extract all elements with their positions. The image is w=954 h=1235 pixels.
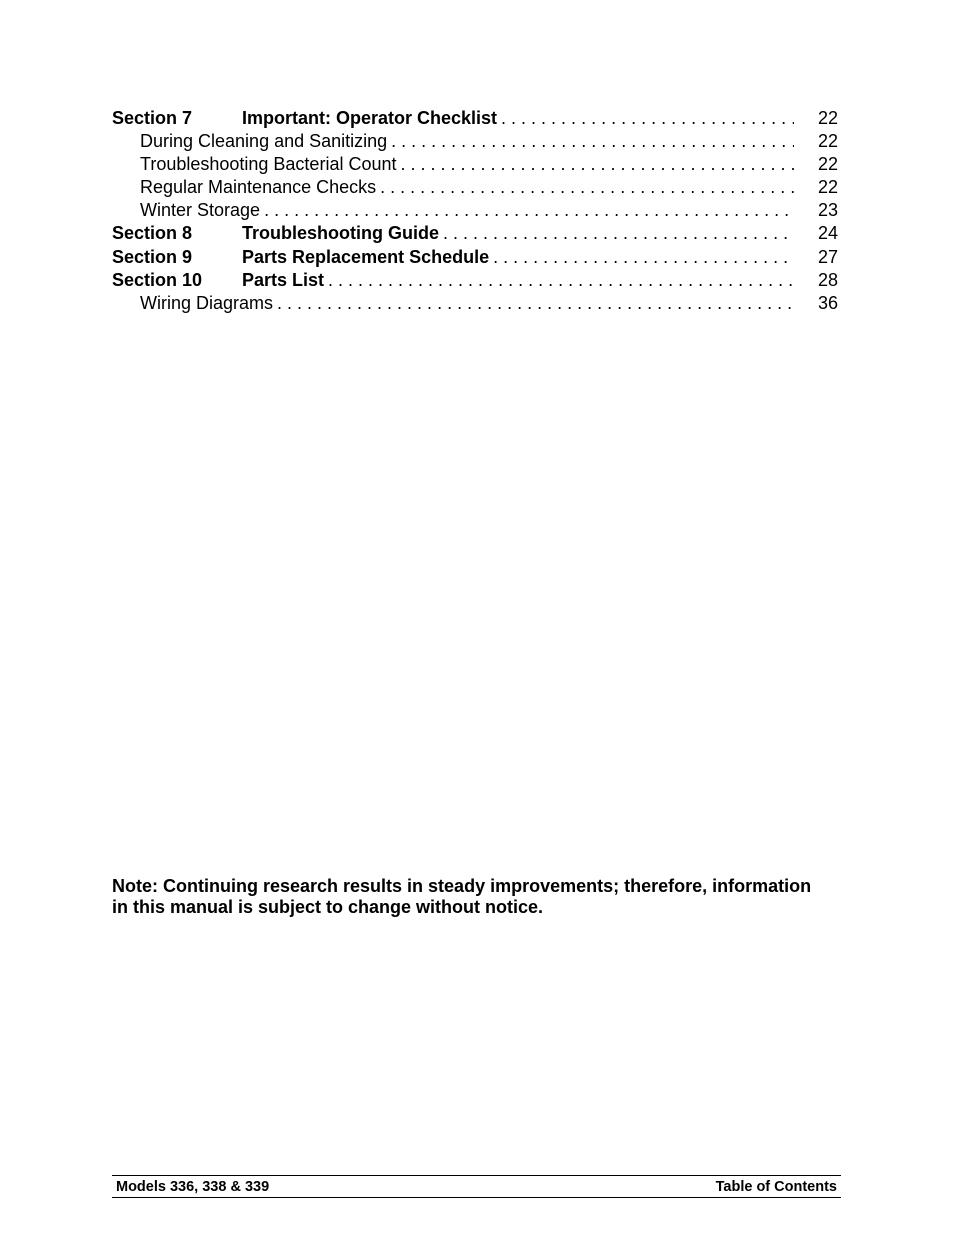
footer-models: Models 336, 338 & 339 [116, 1178, 270, 1195]
footer-section-title: Table of Contents [715, 1178, 837, 1195]
dot-leader [396, 154, 794, 175]
entry-title: Winter Storage [140, 200, 261, 221]
page-number: 22 [817, 177, 838, 198]
section-number: Section 10 [112, 269, 203, 290]
entry-title: Parts List [242, 269, 325, 290]
page-number: 36 [817, 292, 838, 313]
section-number: Section 8 [112, 223, 193, 244]
entry-title: Troubleshooting Guide [242, 223, 439, 244]
page-number: 28 [817, 269, 838, 290]
page-number: 27 [817, 246, 838, 267]
toc-entry-section-10[interactable] [112, 270, 838, 293]
toc-entry-section-7[interactable] [112, 108, 838, 131]
toc-entry-winter-storage[interactable] [112, 200, 838, 223]
page-number: 24 [817, 223, 838, 244]
page-number: 22 [817, 131, 838, 152]
section-number: Section 7 [112, 108, 193, 128]
dot-leader [324, 270, 794, 291]
toc-entry-section-8[interactable] [112, 223, 838, 246]
toc-entry-cleaning-sanitizing[interactable] [112, 131, 838, 154]
entry-title: Parts Replacement Schedule [242, 246, 490, 267]
dot-leader [497, 108, 794, 129]
entry-title: Wiring Diagrams [140, 292, 274, 313]
entry-title: Troubleshooting Bacterial Count [140, 154, 397, 175]
dot-leader [260, 200, 794, 221]
toc-entry-maintenance-checks[interactable] [112, 177, 838, 200]
entry-title: Regular Maintenance Checks [140, 177, 377, 198]
toc-entry-bacterial-count[interactable] [112, 154, 838, 177]
dot-leader [273, 293, 794, 314]
note-line-2: in this manual is subject to change without notice. [112, 897, 544, 917]
page-number: 22 [817, 108, 838, 128]
section-number: Section 9 [112, 246, 193, 267]
dot-leader [387, 131, 794, 152]
toc-entry-section-9[interactable] [112, 247, 838, 270]
entry-title: Important: Operator Checklist [242, 108, 498, 128]
dot-leader [376, 177, 794, 198]
entry-title: During Cleaning and Sanitizing [140, 131, 388, 152]
toc-entry-wiring-diagrams[interactable] [112, 293, 838, 316]
page-footer [112, 1175, 841, 1198]
page-number: 22 [817, 154, 838, 175]
dot-leader [439, 223, 794, 244]
change-notice [112, 876, 852, 918]
page-number: 23 [817, 200, 838, 221]
table-of-contents [112, 108, 838, 316]
dot-leader [489, 247, 794, 268]
note-line-1: Note: Continuing research results in steady improvements; therefore, information [112, 876, 812, 896]
